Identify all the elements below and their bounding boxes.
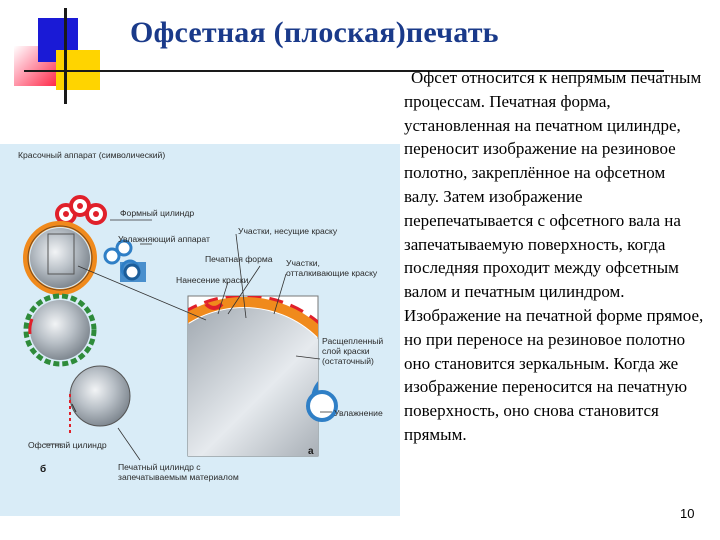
body-text: Офсет относится к непрямым печатным процессам. Печатная форма, установленная на печатном цилиндре, переносит изображение на резиновое полотно, закреплённое на офсетном валу. Затем изображение перепечатывается с офсетного вала на запечатываемую поверхность, когда последняя проходит между офсетным валом и печатным цилиндром. Изображение на печатной форме прямое, но при переносе на резиновое полотно оно становится зеркальным. Когда же изображение переносится на печатную поверхность, оно снова становится прямым. — [404, 68, 704, 444]
label-ink-unit: Красочный аппарат (символический) — [18, 150, 166, 160]
impression-cylinder — [70, 366, 130, 426]
label-ink-repelling-1: Участки, — [286, 258, 320, 268]
label-letter-b: б — [40, 464, 47, 475]
label-split-ink-2: слой краски — [322, 346, 370, 356]
label-impression-2: запечатываемым материалом — [118, 472, 239, 482]
label-split-ink-3: (остаточный) — [322, 356, 374, 366]
label-dampening-unit: Увлажняющий аппарат — [118, 234, 210, 244]
label-ink-repelling-2: отталкивающие краску — [286, 268, 378, 278]
label-ink-areas: Участки, несущие краску — [238, 226, 338, 236]
label-plate-cylinder: Формный цилиндр — [120, 208, 195, 218]
label-dampening: Увлажнение — [334, 408, 383, 418]
slide-title: Офсетная (плоская)печать — [130, 16, 499, 49]
label-impression-1: Печатный цилиндр с — [118, 462, 201, 472]
label-letter-a: а — [308, 446, 314, 457]
offset-printing-diagram — [0, 144, 400, 516]
label-inking: Нанесение краски — [176, 275, 249, 285]
label-printing-plate: Печатная форма — [205, 254, 273, 264]
label-offset-cylinder: Офсетный цилиндр — [28, 440, 107, 450]
page-number: 10 — [680, 506, 695, 521]
decor-vertical-line — [64, 8, 67, 104]
label-split-ink-1: Расщепленный — [322, 336, 384, 346]
